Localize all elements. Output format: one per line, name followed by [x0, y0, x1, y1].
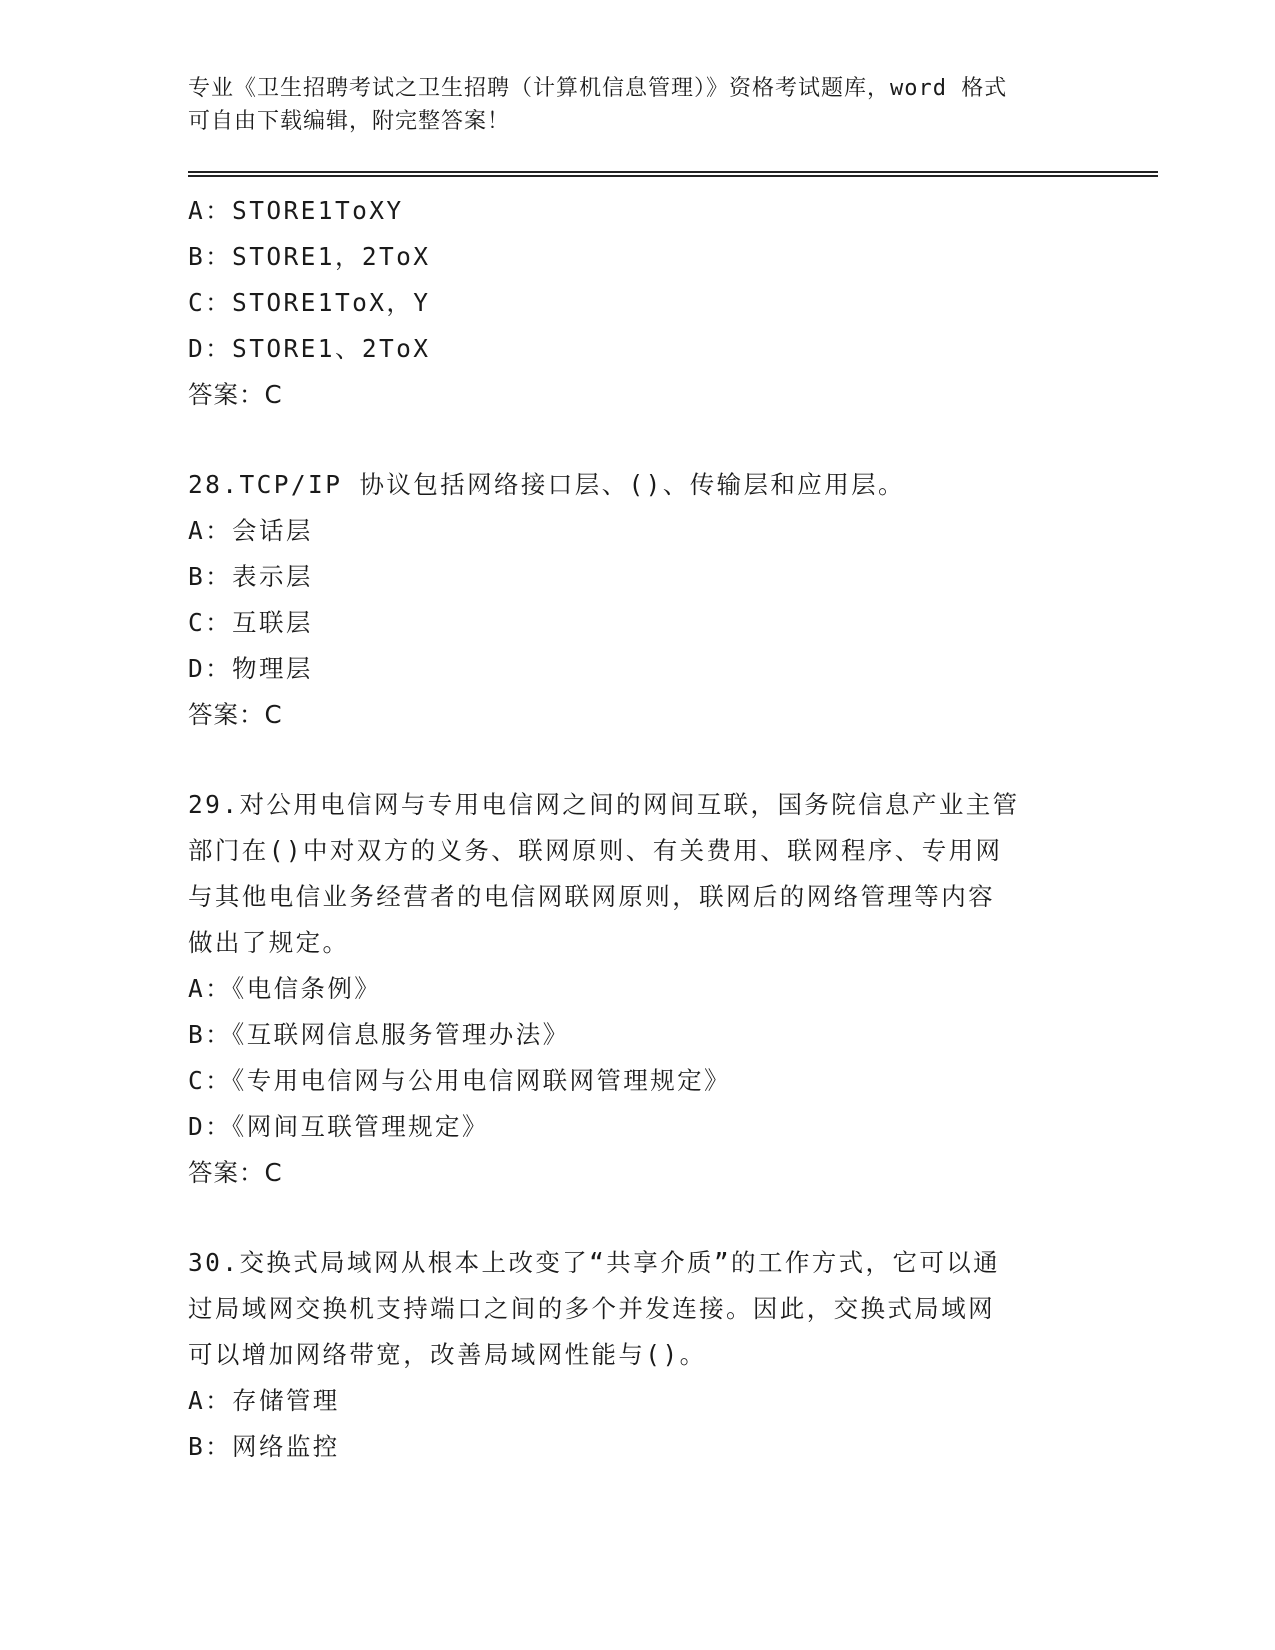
document-header — [188, 72, 1068, 138]
header-line-2: 可自由下载编辑，附完整答案！ — [188, 109, 511, 134]
option-c: C：互联层 — [188, 608, 313, 637]
option-b: B：网络监控 — [188, 1432, 340, 1461]
header-divider-bottom — [188, 175, 1158, 177]
answer: 答案：C — [188, 700, 283, 729]
question-stem: 与其他电信业务经营者的电信网联网原则，联网后的网络管理等内容 — [188, 882, 995, 911]
option-b: B：表示层 — [188, 562, 313, 591]
option-d: D：STORE1、2ToX — [188, 334, 431, 363]
question-list — [188, 188, 1088, 1470]
question-27-continued — [188, 188, 1088, 418]
header-divider-top — [188, 171, 1158, 173]
header-line-1: 专业《卫生招聘考试之卫生招聘（计算机信息管理）》资格考试题库，word 格式 — [188, 76, 1008, 101]
question-stem: 做出了规定。 — [188, 928, 350, 957]
question-stem: 29.对公用电信网与专用电信网之间的网间互联，国务院信息产业主管 — [188, 790, 1020, 819]
question-stem: 可以增加网络带宽，改善局域网性能与()。 — [188, 1340, 707, 1369]
option-d: D：《网间互联管理规定》 — [188, 1112, 489, 1141]
option-b: B：STORE1，2ToX — [188, 242, 431, 271]
option-a: A：《电信条例》 — [188, 974, 382, 1003]
option-c: C：STORE1ToX，Y — [188, 288, 431, 317]
answer: 答案：C — [188, 380, 283, 409]
option-b: B：《互联网信息服务管理办法》 — [188, 1020, 570, 1049]
question-stem: 部门在()中对双方的义务、联网原则、有关费用、联网程序、专用网 — [188, 836, 1003, 865]
question-29 — [188, 782, 1088, 1196]
question-stem: 过局域网交换机支持端口之间的多个并发连接。因此，交换式局域网 — [188, 1294, 995, 1323]
question-28 — [188, 462, 1088, 738]
option-a: A：存储管理 — [188, 1386, 340, 1415]
answer: 答案：C — [188, 1158, 283, 1187]
question-stem: 30.交换式局域网从根本上改变了“共享介质”的工作方式，它可以通 — [188, 1248, 1001, 1277]
option-a: A：STORE1ToXY — [188, 196, 404, 225]
question-stem: 28.TCP/IP 协议包括网络接口层、()、传输层和应用层。 — [188, 470, 905, 499]
option-d: D：物理层 — [188, 654, 313, 683]
question-30 — [188, 1240, 1088, 1470]
option-a: A：会话层 — [188, 516, 313, 545]
option-c: C：《专用电信网与公用电信网联网管理规定》 — [188, 1066, 731, 1095]
